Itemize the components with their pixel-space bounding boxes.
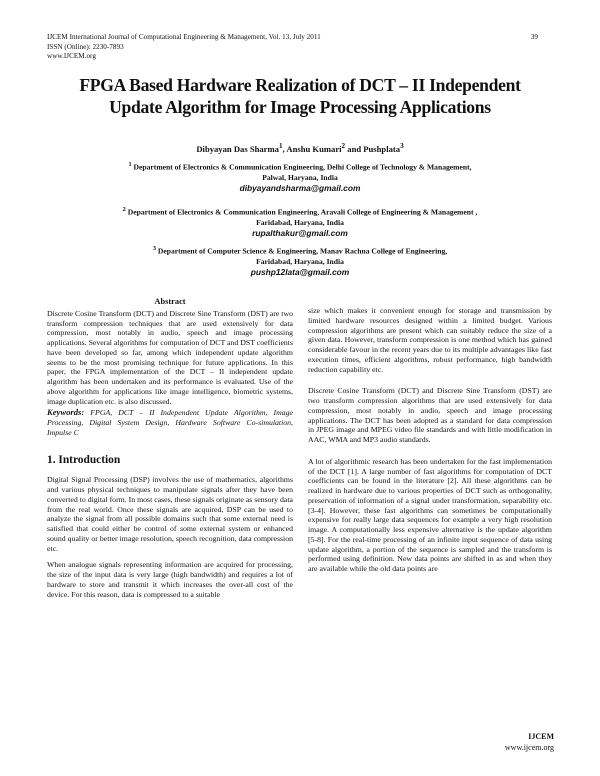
intro-paragraph-2: When analogue signals representing information are acquired for processing, the size of the input data is very large (high bandwidth) and requires a lot of hardware to store and transmit it which increases the over-all cost of the device. For this reason, data is compressed to a suitable: [47, 560, 293, 599]
right-paragraph-2: Discrete Cosine Transform (DCT) and Discrete Sine Transform (DST) are two transform compression algorithms that are used extensively for data compression, most notably in audio, speech and image processing applications. The DCT has been adopted as a standard for data compression in JPEG image and MPEG video file standards and with little modification in AAC, WMA and MP3 audio standards.: [308, 386, 552, 444]
affiliation-3-sup: 3: [152, 245, 156, 252]
author-1-sup: 1: [278, 142, 283, 150]
title-line-2: Update Algorithm for Image Processing Applications: [109, 97, 491, 117]
abstract-body: Discrete Cosine Transform (DCT) and Discrete Sine Transform (DST) are two transform compression techniques that are used extensively for data compression, most notably in audio, speech and image processing applications. Several algorithms for computation of DCT and DST coefficients have been developed so far, among which independent update algorithm seems to be the most promising technique for future applications. In this paper, the FPGA implementation of the DCT – II independent update algorithm has been undertaken and its performance is evaluated. Use of the above algorithm for applications like image intelligence, biometric systems, image duplication etc. is also discussed.: [47, 308, 293, 406]
author-3-sup: 3: [400, 142, 404, 150]
affiliation-2-dept: Department of Electronics & Communication Engineering, Aravali College of Engineering & Management ,: [127, 207, 478, 217]
affiliation-1-dept: Department of Electronics & Communication Engineering, Delhi College of Technology & Management,: [133, 162, 472, 172]
left-column: [47, 297, 293, 606]
right-paragraph-3: A lot of algorithmic research has been undertaken for the fast implementation of the DCT [1]. A large number of fast algorithms for computation of DCT coefficients can be found in the literature [2]. All these algorithms can be realized in hardware due to various properties of DCT such as orthogonality, preservation of information of a signal under transformation, separability etc. [3-4]. However, these fast algorithms can sometimes be computationally expensive for really large data sequences for example a very high resolution image. A computationally less expensive alternative is the update algorithm [5-8]. For the real-time processing of an infinite input sequence of data using update algorithm, a portion of the sequence is sampled and the transform is performed using definition. New data points are shifted in as and when they are available while the old data points are: [308, 456, 552, 573]
author-1: Dibyayan Das Sharma: [196, 143, 279, 154]
header-issn-line: ISSN (Online): 2230-7893: [47, 42, 124, 51]
keywords: [47, 408, 293, 437]
affiliation-3-email: pushp12lata@gmail.com: [250, 267, 350, 278]
keywords-label: Keywords:: [47, 407, 85, 418]
affiliation-2-sup: 2: [122, 206, 126, 213]
affiliation-2-email: rupalthakur@gmail.com: [252, 228, 348, 239]
affiliation-1-email: dibyayandsharma@gmail.com: [239, 183, 361, 194]
affiliation-2: [60, 205, 540, 239]
abstract-heading: Abstract: [154, 297, 186, 306]
header-website-line: www.IJCEM.org: [47, 52, 96, 61]
author-3: Pushplata: [363, 143, 401, 154]
affiliation-3-location: Faridabad, Haryana, India: [256, 256, 344, 266]
footer-url: www.ijcem.org: [504, 743, 554, 752]
author-2: Anshu Kumari: [286, 143, 342, 154]
affiliation-1-sup: 1: [128, 161, 132, 168]
affiliation-2-location: Faridabad, Haryana, India: [256, 217, 344, 227]
affiliation-1-location: Palwal, Haryana, India: [262, 172, 338, 182]
journal-header: [47, 33, 321, 62]
paper-title: [40, 74, 560, 118]
author-list: [40, 142, 560, 154]
affiliation-3: [60, 244, 540, 278]
page-number: 39: [530, 33, 538, 41]
title-line-1: FPGA Based Hardware Realization of DCT – II Independent: [79, 75, 521, 95]
author-separator-2: and: [345, 143, 364, 154]
section-1-heading: 1. Introduction: [47, 453, 121, 466]
footer-journal: IJCEM: [528, 732, 554, 741]
keywords-list: FPGA, DCT – II Independent Update Algorithm, Image Processing, Digital System Design, Hardware Software Co-simulation, Impulse C: [47, 408, 293, 437]
author-separator-1: ,: [282, 143, 287, 154]
affiliation-3-dept: Department of Computer Science & Engineering, Manav Rachna College of Engineering,: [157, 246, 448, 256]
right-paragraph-1: size which makes it convenient enough for storage and transmission by limited hardware resources designed within a limited budget. Various compression algorithms are present which can suitably reduce the size of a given data. However, transform compression is one method which has gained considerable favour in the recent years due to its multiple advantages like fast execution times, efficient algorithms, robust performance, high bandwidth reduction capability etc.: [308, 306, 552, 374]
affiliation-1: [60, 160, 540, 194]
right-column: [308, 306, 552, 581]
header-journal-line: IJCEM International Journal of Computational Engineering & Management, Vol. 13, July 2011: [47, 33, 321, 41]
intro-paragraph-1: Digital Signal Processing (DSP) involves the use of mathematics, algorithms and various physical techniques to manipulate signals after they have been converted to digital form. In most cases, these signals originate as sensory data from the real world. Once these signals are acquired, DSP can be used to analyze the signal from all possible domains such that some external need is satisfied that could either be control of some external system or enhanced sound quality or better image resolution, speech recognition, data compression etc.: [47, 475, 293, 553]
author-2-sup: 2: [341, 142, 346, 150]
